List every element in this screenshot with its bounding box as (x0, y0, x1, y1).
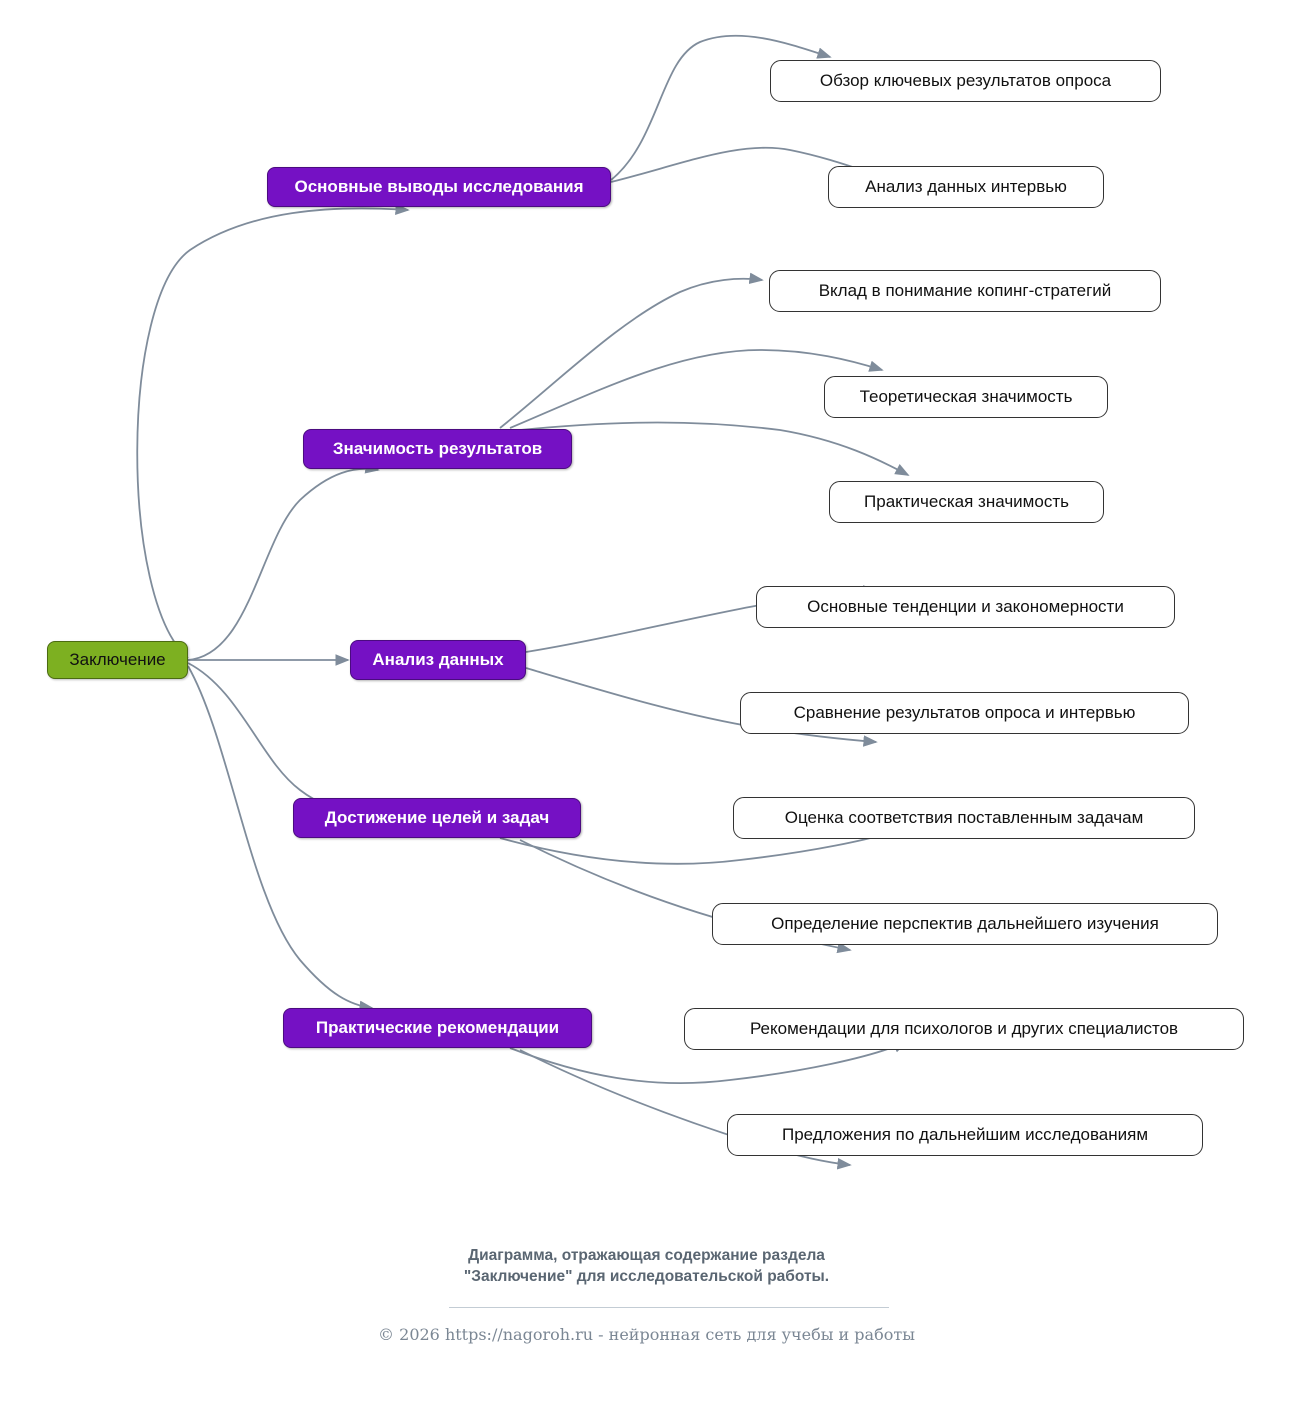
caption-line-1: Диаграмма, отражающая содержание раздела (468, 1247, 825, 1264)
mindmap-leaf-node-10[interactable] (727, 1114, 1203, 1156)
node-label: Заключение (69, 649, 166, 669)
diagram-caption (0, 1246, 1293, 1288)
caption-divider (449, 1307, 889, 1308)
node-label: Значимость результатов (332, 438, 543, 458)
edge (520, 423, 908, 476)
mindmap-branch-node-0[interactable] (267, 167, 611, 207)
caption-line-2: "Заключение" для исследовательской работы. (463, 1267, 830, 1285)
mindmap-branch-node-4[interactable] (283, 1008, 592, 1048)
node-label: Анализ данных (372, 649, 504, 669)
node-label: Оценка соответствия поставленным задачам (784, 807, 1144, 827)
edge (188, 469, 378, 660)
node-label: Теоретическая значимость (859, 386, 1073, 406)
node-label: Практическая значимость (864, 491, 1069, 511)
mindmap-leaf-node-0[interactable] (770, 60, 1161, 102)
edge (188, 663, 366, 810)
node-label: Основные выводы исследования (294, 176, 584, 196)
mindmap-leaf-node-1[interactable] (828, 166, 1104, 208)
node-label: Обзор ключевых результатов опроса (819, 70, 1112, 90)
mindmap-leaf-node-7[interactable] (733, 797, 1195, 839)
node-label: Вклад в понимание копинг-стратегий (818, 280, 1112, 300)
node-label: Достижение целей и задач (324, 807, 550, 827)
mindmap-leaf-node-2[interactable] (769, 270, 1161, 312)
footer-credit: © 2026 https://nagoroh.ru - нейронная сеть для учебы и работы (378, 1325, 915, 1344)
node-label: Определение перспектив дальнейшего изучения (771, 913, 1159, 933)
node-label: Практические рекомендации (315, 1017, 560, 1037)
node-label: Анализ данных интервью (865, 176, 1067, 196)
mindmap-branch-node-3[interactable] (293, 798, 581, 838)
mindmap-leaf-node-6[interactable] (740, 692, 1189, 734)
node-label: Рекомендации для психологов и других специалистов (749, 1018, 1179, 1038)
node-label: Предложения по дальнейшим исследованиям (781, 1124, 1149, 1144)
mindmap-leaf-node-4[interactable] (829, 481, 1104, 523)
edge (611, 36, 830, 180)
mindmap-leaf-node-9[interactable] (684, 1008, 1244, 1050)
mindmap-root-node[interactable] (47, 641, 188, 679)
mindmap-leaf-node-5[interactable] (756, 586, 1175, 628)
node-label: Сравнение результатов опроса и интервью (793, 702, 1136, 722)
mindmap-leaf-node-3[interactable] (824, 376, 1108, 418)
mindmap-branch-node-1[interactable] (303, 429, 572, 469)
mindmap-branch-node-2[interactable] (350, 640, 526, 680)
mindmap-leaf-node-8[interactable] (712, 903, 1218, 945)
node-label: Основные тенденции и закономерности (807, 596, 1124, 616)
edge (500, 279, 762, 428)
